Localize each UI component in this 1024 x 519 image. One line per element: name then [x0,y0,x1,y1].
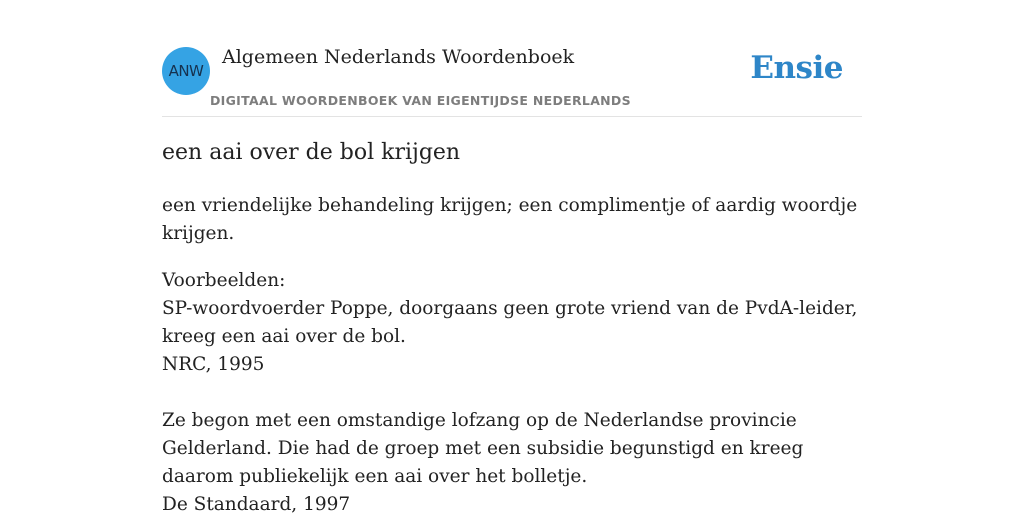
examples-label: Voorbeelden: [162,270,286,291]
examples-section [162,267,862,519]
example-text: SP-woordvoerder Poppe, doorgaans geen grote vriend van de PvdA-leider, kreeg een aai over de bol. [162,298,858,347]
entry-definition: een vriendelijke behandeling krijgen; een complimentje of aardig woordje krijgen. [162,195,858,244]
example-spacer [162,379,862,407]
site-subtitle: DIGITAAL WOORDENBOEK VAN EIGENTIJDSE NEDERLANDS [210,93,631,108]
example-text: Ze begon met een omstandige lofzang op de Nederlandse provincie Gelderland. Die had de groep met een subsidie begunstigd en kreeg daarom publiekelijk een aai over het bolletje. [162,410,804,487]
example-source: NRC, 1995 [162,354,265,375]
site-header [162,0,862,117]
site-title[interactable]: Algemeen Nederlands Woordenboek [222,46,575,68]
entry-title: een aai over de bol krijgen [162,140,461,165]
logo-text: ANW [168,62,204,80]
anw-logo[interactable] [162,47,210,95]
example-source: De Standaard, 1997 [162,494,351,515]
page [162,0,862,515]
ensie-brand-logo[interactable]: Ensie [750,50,843,86]
